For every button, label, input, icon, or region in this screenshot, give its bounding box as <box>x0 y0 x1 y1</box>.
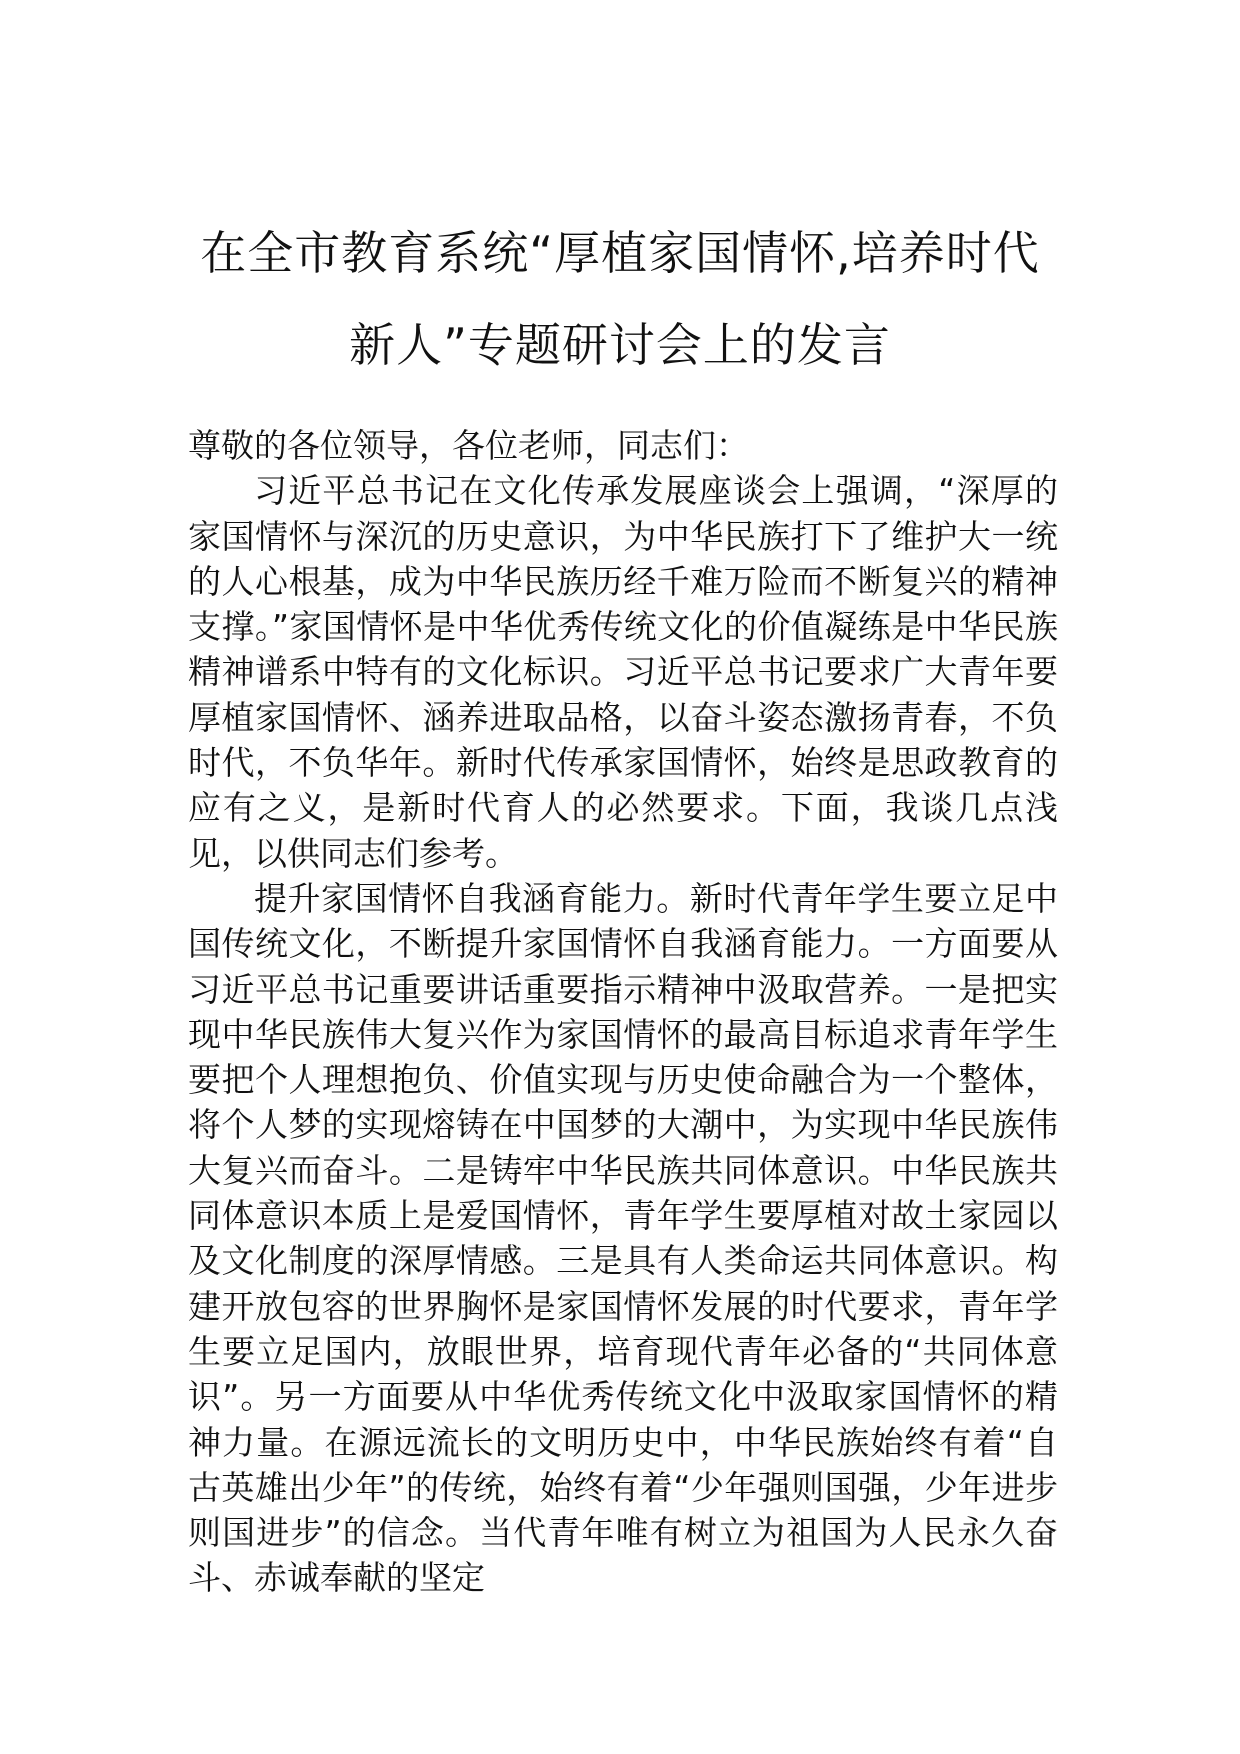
document-body <box>188 423 1058 1601</box>
body-paragraph-1: 习近平总书记在文化传承发展座谈会上强调，“深厚的家国情怀与深沉的历史意识，为中华民族打下了维护大一统的人心根基，成为中华民族历经千难万险而不断复兴的精神支撑。”家国情怀是中华优秀传统文化的价值凝练是中华民族精神谱系中特有的文化标识。习近平总书记要求广大青年要厚植家国情怀、涵养进取品格，以奋斗姿态激扬青春，不负时代，不负华年。新时代传承家国情怀，始终是思政教育的应有之义，是新时代育人的必然要求。下面，我谈几点浅见，以供同志们参考。 <box>188 471 1058 873</box>
body-paragraph-2: 提升家国情怀自我涵育能力。新时代青年学生要立足中国传统文化，不断提升家国情怀自我涵育能力。一方面要从习近平总书记重要讲话重要指示精神中汲取营养。一是把实现中华民族伟大复兴作为家国情怀的最高目标追求青年学生要把个人理想抱负、价值实现与历史使命融合为一个整体，将个人梦的实现熔铸在中国梦的大潮中，为实现中华民族伟大复兴而奋斗。二是铸牢中华民族共同体意识。中华民族共同体意识本质上是爱国情怀，青年学生要厚植对故土家园以及文化制度的深厚情感。三是具有人类命运共同体意识。构建开放包容的世界胸怀是家国情怀发展的时代要求，青年学生要立足国内，放眼世界，培育现代青年必备的“共同体意识”。另一方面要从中华优秀传统文化中汲取家国情怀的精神力量。在源远流长的文明历史中，中华民族始终有着“自古英雄出少年”的传统，始终有着“少年强则国强，少年进步则国进步”的信念。当代青年唯有树立为祖国为人民永久奋斗、赤诚奉献的坚定 <box>188 878 1058 1598</box>
title-line-1: 在全市教育系统“厚植家国情怀,培养时代 <box>200 226 1040 280</box>
document-title <box>150 207 1090 391</box>
title-line-2: 新人”专题研讨会上的发言 <box>349 318 891 372</box>
salutation: 尊敬的各位领导，各位老师，同志们： <box>188 426 749 465</box>
